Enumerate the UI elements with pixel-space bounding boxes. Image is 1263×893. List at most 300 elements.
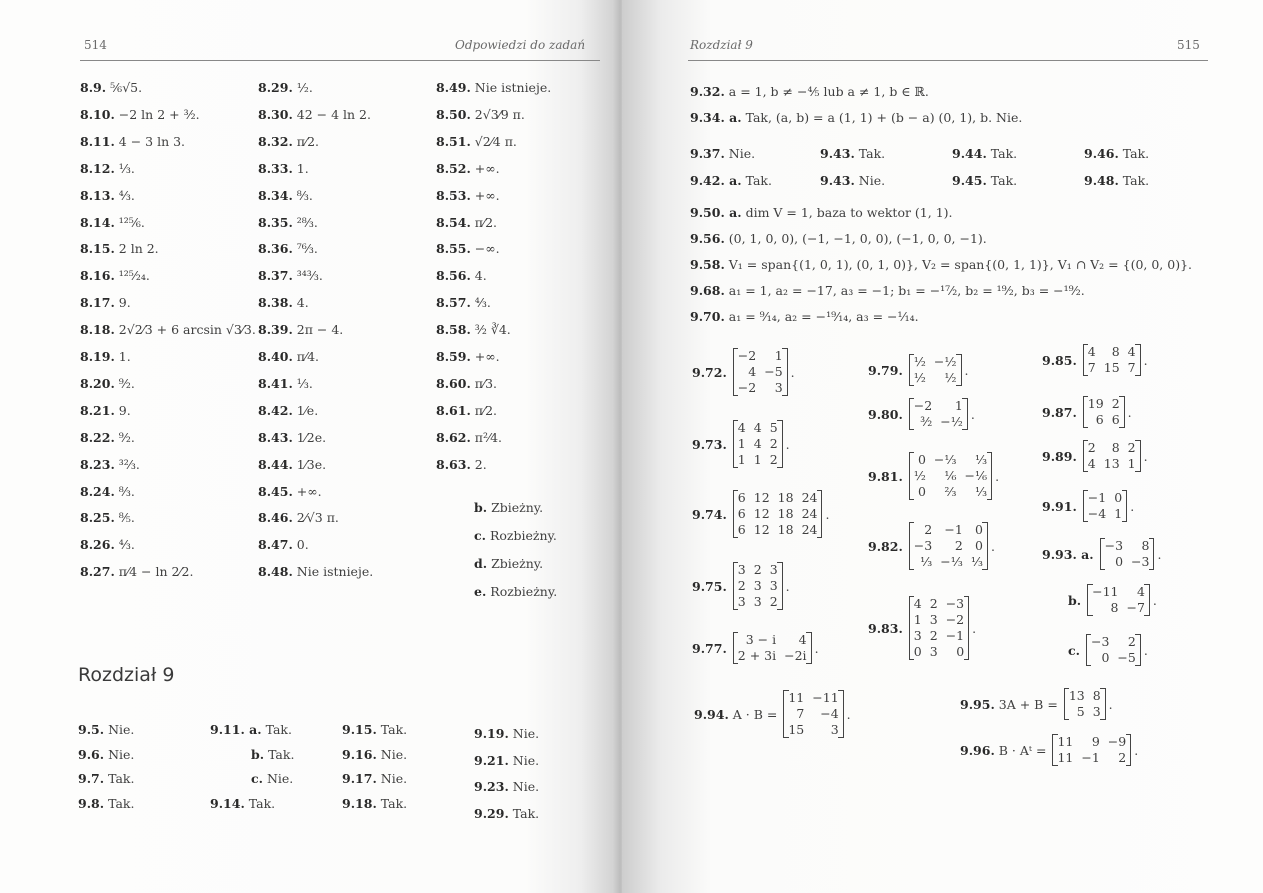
answer-item xyxy=(436,161,500,177)
matrix-cell: −⅙ xyxy=(964,468,988,483)
matrix-cell: 4 xyxy=(753,436,762,451)
matrix-row xyxy=(733,364,787,380)
answer-item xyxy=(80,484,135,500)
matrix-row xyxy=(733,506,822,522)
answer-item xyxy=(78,796,134,812)
answer-text: Tak. xyxy=(104,771,135,786)
answer-number: 9.85. xyxy=(1042,352,1077,368)
matrix-cell: 2 + 3i xyxy=(737,648,777,663)
matrix-period: . xyxy=(1143,352,1148,368)
answer-text: π⁄2. xyxy=(470,402,497,418)
answer-number: 9.43. xyxy=(820,173,855,188)
matrix-row xyxy=(1064,688,1105,704)
matrix-cell: ½ xyxy=(913,354,926,369)
answer-item xyxy=(78,771,134,787)
answer-item xyxy=(690,309,919,325)
matrix-row xyxy=(733,632,811,648)
matrix xyxy=(909,398,968,430)
matrix-row xyxy=(909,538,987,554)
answer-text: a₁ = ⁹⁄₁₄, a₂ = −¹⁹⁄₁₄, a₃ = −¹⁄₁₄. xyxy=(724,309,919,324)
answer-number: 8.33. xyxy=(258,160,293,176)
matrix-cell: 8 xyxy=(1092,688,1101,703)
matrix-row xyxy=(784,706,843,722)
matrix-cell: −5 xyxy=(1117,650,1136,665)
matrix-cell: 11 xyxy=(1057,734,1074,749)
answer-number: 8.18. xyxy=(80,322,115,338)
answer-item xyxy=(690,110,1022,126)
answer-number: 9.75. xyxy=(692,578,727,594)
matrix-cell: −3 xyxy=(913,538,933,553)
matrix-cell: −1 xyxy=(945,628,965,643)
matrix-cell: 5 xyxy=(769,420,778,435)
answer-number: 8.13. xyxy=(80,187,115,203)
matrix-cell: 0 xyxy=(956,644,965,659)
matrix-period: . xyxy=(995,468,1000,484)
answer-number: 9.7. xyxy=(78,771,105,786)
matrix-cell: ⅙ xyxy=(944,468,957,483)
answer-number: 9.56. xyxy=(690,231,725,246)
answer-text: V₁ = span{(1, 0, 1), (0, 1, 0)}, V₂ = span{(0, 1, 1)}, V₁ ∩ V₂ = {(0, 0, 0)}. xyxy=(724,257,1192,272)
answer-item xyxy=(80,80,142,96)
answer-number: 8.15. xyxy=(80,241,115,257)
answer-text: Rozbieżny. xyxy=(485,528,557,543)
matrix-cell: 2 xyxy=(929,596,938,611)
answer-item xyxy=(258,215,318,231)
answer-number: 9.94. xyxy=(694,706,729,722)
answer-number: 8.10. xyxy=(80,106,115,122)
answer-text: Rozbieżny. xyxy=(486,584,558,599)
answer-text: ⁴⁄₃. xyxy=(114,187,135,203)
matrix-cell: 3 xyxy=(753,594,762,609)
matrix-cell: 1 xyxy=(954,398,963,413)
matrix-cell: 15 xyxy=(788,722,805,737)
matrix-cell: 11 xyxy=(788,690,805,705)
matrix-label xyxy=(960,697,1058,712)
matrix-cell: −½ xyxy=(933,354,957,369)
matrix-cell: 3 xyxy=(737,594,746,609)
answer-text: Tak. xyxy=(264,746,295,762)
answer-item xyxy=(80,107,200,123)
answer-item xyxy=(80,241,159,257)
matrix-row xyxy=(1053,750,1131,766)
answer-item xyxy=(690,257,1192,273)
answer-item xyxy=(1084,146,1149,162)
matrix-period: . xyxy=(814,640,819,656)
answer-number: b. xyxy=(251,746,265,762)
answer-text: (0, 1, 0, 0), (−1, −1, 0, 0), (−1, 0, 0, −1). xyxy=(724,231,987,246)
matrix-cell: 3 xyxy=(929,612,938,627)
answer-item xyxy=(80,268,150,284)
answer-text: 2 ln 2. xyxy=(114,241,159,257)
answer-number: 9.74. xyxy=(692,506,727,522)
answer-item xyxy=(258,349,319,365)
matrix-cell: −11 xyxy=(1092,584,1119,599)
answer-number: 9.50. a. xyxy=(690,205,742,220)
matrix-row xyxy=(1083,344,1140,360)
answer-item xyxy=(80,215,145,231)
answer-number: 8.49. xyxy=(436,80,471,95)
matrix xyxy=(909,354,962,386)
answer-item xyxy=(690,283,1085,299)
matrix xyxy=(909,522,988,570)
answer-number: 8.40. xyxy=(258,349,293,364)
answer-text: Tak, (a, b) = a (1, 1) + (b − a) (0, 1), b. Nie. xyxy=(741,110,1023,125)
matrix-row xyxy=(733,436,782,452)
matrix-answer xyxy=(694,690,851,738)
answer-number: 8.48. xyxy=(258,564,293,580)
answer-item xyxy=(474,528,557,544)
matrix-cell: −9 xyxy=(1107,734,1127,749)
matrix-cell: 6 xyxy=(737,506,746,521)
answer-number: 9.70. xyxy=(690,309,725,324)
matrix-answer xyxy=(868,354,969,386)
answer-item xyxy=(436,349,500,365)
answer-number: 9.68. xyxy=(690,283,725,298)
matrix-cell: 1 xyxy=(737,436,746,451)
answer-text: Nie. xyxy=(104,722,135,737)
answer-number: 8.17. xyxy=(80,295,115,311)
answer-number: 8.39. xyxy=(258,322,293,338)
answer-item xyxy=(251,771,293,787)
answer-number: 8.23. xyxy=(80,456,115,472)
answer-item xyxy=(436,134,517,150)
matrix-cell: 8 xyxy=(1110,600,1119,615)
answer-number: 8.29. xyxy=(258,80,293,95)
matrix-period: . xyxy=(990,538,995,554)
answer-number: 9.43. xyxy=(820,146,855,161)
answer-number: 8.11. xyxy=(80,133,115,149)
matrix-cell: −1 xyxy=(944,522,963,537)
matrix-answer xyxy=(1042,490,1134,522)
running-title-right: Rozdział 9 xyxy=(690,38,753,52)
matrix-cell: 24 xyxy=(801,522,818,537)
answer-item xyxy=(258,322,343,338)
matrix-cell: 2 xyxy=(769,452,778,467)
matrix-row xyxy=(1083,456,1140,472)
matrix xyxy=(1083,490,1127,522)
matrix-cell: 12 xyxy=(753,522,770,537)
matrix-answer xyxy=(1068,584,1157,616)
answer-number: b. xyxy=(474,500,488,515)
answer-item xyxy=(258,188,313,204)
answer-text: ½. xyxy=(292,80,313,95)
answer-text: ²⁸⁄₃. xyxy=(292,214,318,230)
matrix-answer xyxy=(692,348,795,396)
matrix-row xyxy=(733,420,782,436)
matrix-cell: 2 xyxy=(1127,440,1136,455)
matrix-answer xyxy=(868,398,975,430)
answer-text: Zbieżny. xyxy=(487,500,544,515)
answer-item xyxy=(80,134,185,150)
matrix-label xyxy=(868,363,903,378)
answer-item xyxy=(474,584,557,600)
matrix-cell: −2 xyxy=(737,380,757,395)
answer-item xyxy=(436,295,491,311)
answer-text: +∞. xyxy=(470,349,500,364)
matrix-cell: 1 xyxy=(774,348,783,363)
answer-text: Nie. xyxy=(854,173,886,188)
matrix-label xyxy=(692,641,727,656)
answer-item xyxy=(820,173,885,189)
matrix-cell: 4 xyxy=(748,364,757,379)
matrix-cell: −1 xyxy=(1087,490,1107,505)
answer-item xyxy=(258,537,309,553)
matrix-cell: −2 xyxy=(913,398,933,413)
matrix-row xyxy=(1083,506,1126,522)
answer-number: 9.79. xyxy=(868,362,903,378)
answer-text: Nie. xyxy=(508,726,540,741)
matrix-cell: −⅓ xyxy=(933,452,957,467)
answer-number: 8.55. xyxy=(436,241,471,257)
matrix-cell: 18 xyxy=(777,522,794,537)
matrix-row xyxy=(1083,360,1140,376)
matrix xyxy=(733,348,788,396)
answer-number: 9.14. xyxy=(210,795,245,811)
answer-text: ¹⁄₃. xyxy=(292,375,313,391)
answer-number: 8.22. xyxy=(80,429,115,445)
matrix-expression: 3A + B = xyxy=(994,696,1058,712)
answer-item xyxy=(436,107,525,123)
matrix-row xyxy=(1100,554,1154,570)
answer-item xyxy=(258,564,373,580)
answer-text: 1⁄3e. xyxy=(292,456,327,472)
matrix-cell: 0 xyxy=(917,484,926,499)
answer-number: 8.63. xyxy=(436,456,471,472)
answer-number: 8.14. xyxy=(80,214,115,230)
matrix xyxy=(783,690,843,738)
answer-item xyxy=(342,747,407,763)
matrix-cell: 2 xyxy=(753,562,762,577)
answer-item xyxy=(258,430,326,446)
matrix-answer xyxy=(868,522,995,570)
matrix-period: . xyxy=(785,436,790,452)
matrix-row xyxy=(733,578,782,594)
answer-number: 9.80. xyxy=(868,406,903,422)
answer-item xyxy=(258,376,313,392)
matrix-cell: 7 xyxy=(796,706,805,721)
matrix-cell: 5 xyxy=(1076,704,1085,719)
matrix-row xyxy=(733,380,787,396)
answer-number: 8.42. xyxy=(258,402,293,418)
answer-number: 9.21. xyxy=(474,752,509,768)
matrix-cell: 6 xyxy=(737,490,746,505)
matrix-label xyxy=(868,539,903,554)
answer-number: 9.81. xyxy=(868,468,903,484)
answer-text: ¹²⁵⁄₂₄. xyxy=(114,268,150,284)
matrix-label xyxy=(692,437,727,452)
answer-text: π⁄4 − ln 2⁄2. xyxy=(114,564,194,580)
matrix-label xyxy=(694,707,777,722)
answer-number: 9.58. xyxy=(690,257,725,272)
answer-item xyxy=(80,537,135,553)
answer-number: 9.87. xyxy=(1042,404,1077,420)
matrix-period: . xyxy=(1143,642,1148,658)
answer-item xyxy=(78,747,134,763)
right-page xyxy=(622,0,1263,893)
answer-text: 2√3⁄9 π. xyxy=(470,106,525,122)
matrix-row xyxy=(733,594,782,610)
matrix-cell: 3 − i xyxy=(745,632,777,647)
matrix-cell: 24 xyxy=(801,490,818,505)
matrix-cell: 4 xyxy=(798,632,807,647)
matrix-row xyxy=(909,354,961,370)
matrix-cell: ½ xyxy=(913,468,926,483)
answer-number: 8.54. xyxy=(436,214,471,230)
matrix-answer xyxy=(692,632,819,664)
matrix-cell: 6 xyxy=(737,522,746,537)
matrix-answer xyxy=(692,420,790,468)
matrix-cell: 15 xyxy=(1103,360,1120,375)
matrix-period: . xyxy=(964,362,969,378)
matrix-label xyxy=(868,621,903,636)
matrix-label xyxy=(692,507,727,522)
matrix-row xyxy=(909,452,991,468)
answer-text: +∞. xyxy=(470,187,500,203)
matrix-label xyxy=(868,407,903,422)
answer-number: 8.57. xyxy=(436,295,471,311)
matrix-cell: −⅓ xyxy=(940,554,963,569)
answer-text: Tak. xyxy=(376,795,408,811)
answer-item xyxy=(258,134,319,150)
matrix-cell: 2 xyxy=(1118,750,1127,765)
answer-number: 8.38. xyxy=(258,295,293,311)
answer-item xyxy=(258,510,339,526)
answer-number: 8.59. xyxy=(436,349,471,364)
answer-number: d. xyxy=(474,556,488,571)
answer-number: 9.72. xyxy=(692,364,727,380)
matrix-cell: 8 xyxy=(1111,440,1120,455)
matrix-cell: 0 xyxy=(1114,490,1123,505)
answer-number: 8.56. xyxy=(436,268,471,284)
answer-item xyxy=(80,322,256,338)
answer-number: 9.77. xyxy=(692,640,727,656)
answer-item xyxy=(342,771,407,787)
answer-item xyxy=(436,376,497,392)
matrix-label xyxy=(1042,449,1077,464)
matrix-row xyxy=(1083,490,1126,506)
matrix-period: . xyxy=(1143,448,1148,464)
matrix-cell: 2 xyxy=(769,436,778,451)
answer-number: b. xyxy=(1068,592,1082,608)
header-rule-left xyxy=(80,60,600,61)
answer-item xyxy=(436,268,487,284)
answer-item xyxy=(342,722,407,738)
answer-text: Nie. xyxy=(376,746,408,762)
matrix xyxy=(733,562,783,610)
answer-item xyxy=(474,500,543,516)
answer-text: 1. xyxy=(114,349,131,364)
answer-text: 9. xyxy=(114,295,131,311)
matrix xyxy=(733,632,812,664)
answer-item xyxy=(80,510,135,526)
answer-text: ¹²⁵⁄₆. xyxy=(114,214,145,230)
matrix-cell: 0 xyxy=(1101,650,1110,665)
matrix-cell: 2 xyxy=(954,538,963,553)
answer-number: 9.34. a. xyxy=(690,110,742,125)
matrix-cell: 1 xyxy=(913,612,922,627)
matrix-answer xyxy=(960,734,1138,766)
answer-number: 8.34. xyxy=(258,187,293,203)
matrix-row xyxy=(1083,440,1140,456)
answer-text: 2⁄√3 π. xyxy=(292,510,339,526)
matrix-answer xyxy=(1042,538,1161,570)
page-number-left: 514 xyxy=(84,38,107,52)
matrix-cell: 4 xyxy=(737,420,746,435)
matrix-row xyxy=(1064,704,1105,720)
matrix-cell: 1 xyxy=(1127,456,1136,471)
matrix-cell: ⅓ xyxy=(970,554,983,569)
answer-text: 4. xyxy=(470,268,487,284)
answer-text: Tak. xyxy=(104,795,135,811)
matrix-cell: 2 xyxy=(769,594,778,609)
matrix-cell: 3 xyxy=(753,578,762,593)
matrix-cell: 18 xyxy=(777,490,794,505)
answer-item xyxy=(258,80,313,96)
answer-item xyxy=(436,241,500,257)
matrix-cell: −4 xyxy=(820,706,839,721)
matrix-answer xyxy=(1042,440,1148,472)
matrix-row xyxy=(909,554,987,570)
answer-text: ⁴⁄₃. xyxy=(470,295,491,311)
answer-number: 8.27. xyxy=(80,564,115,580)
answer-item xyxy=(258,295,309,311)
matrix-row xyxy=(909,468,991,484)
answer-number: 9.5. xyxy=(78,722,105,737)
matrix-cell: 13 xyxy=(1068,688,1085,703)
matrix-cell: 2 xyxy=(924,522,933,537)
answer-text: 4 − 3 ln 3. xyxy=(114,133,186,149)
matrix xyxy=(1087,584,1150,616)
matrix-period: . xyxy=(846,706,851,722)
matrix-row xyxy=(733,562,782,578)
answer-item xyxy=(436,430,502,446)
answer-item xyxy=(258,457,326,473)
matrix-cell: −5 xyxy=(764,364,783,379)
matrix-cell: −3 xyxy=(1104,538,1124,553)
matrix xyxy=(733,490,823,538)
answer-item xyxy=(80,564,193,580)
matrix-period: . xyxy=(785,578,790,594)
answer-text: 2π − 4. xyxy=(292,322,344,338)
answer-item xyxy=(436,403,497,419)
matrix-label xyxy=(1068,593,1081,608)
answer-number: 8.44. xyxy=(258,456,293,472)
answer-text: ¹⁄₃. xyxy=(114,160,135,176)
matrix-expression: A · B = xyxy=(728,706,778,722)
matrix-cell: 6 xyxy=(1111,412,1120,427)
matrix-row xyxy=(784,722,843,738)
answer-text: +∞. xyxy=(292,483,322,499)
answer-item xyxy=(78,722,134,738)
answer-text: 0. xyxy=(292,537,309,553)
answer-number: 8.19. xyxy=(80,349,115,364)
matrix-cell: 2 xyxy=(1087,440,1096,455)
answer-text: π⁄4. xyxy=(292,349,319,364)
matrix-cell: ⅓ xyxy=(974,484,988,499)
answer-number: 8.32. xyxy=(258,133,293,149)
matrix-cell: 18 xyxy=(777,506,794,521)
matrix-cell: 0 xyxy=(975,522,983,537)
answer-text: 42 − 4 ln 2. xyxy=(292,106,371,122)
matrix-cell: 4 xyxy=(1127,344,1136,359)
answer-number: 9.15. xyxy=(342,722,377,737)
matrix-row xyxy=(1083,396,1124,412)
matrix-label xyxy=(868,469,903,484)
answer-number: 9.8. xyxy=(78,795,105,811)
matrix-row xyxy=(1088,584,1150,600)
matrix-row xyxy=(909,596,968,612)
answer-item xyxy=(952,146,1017,162)
